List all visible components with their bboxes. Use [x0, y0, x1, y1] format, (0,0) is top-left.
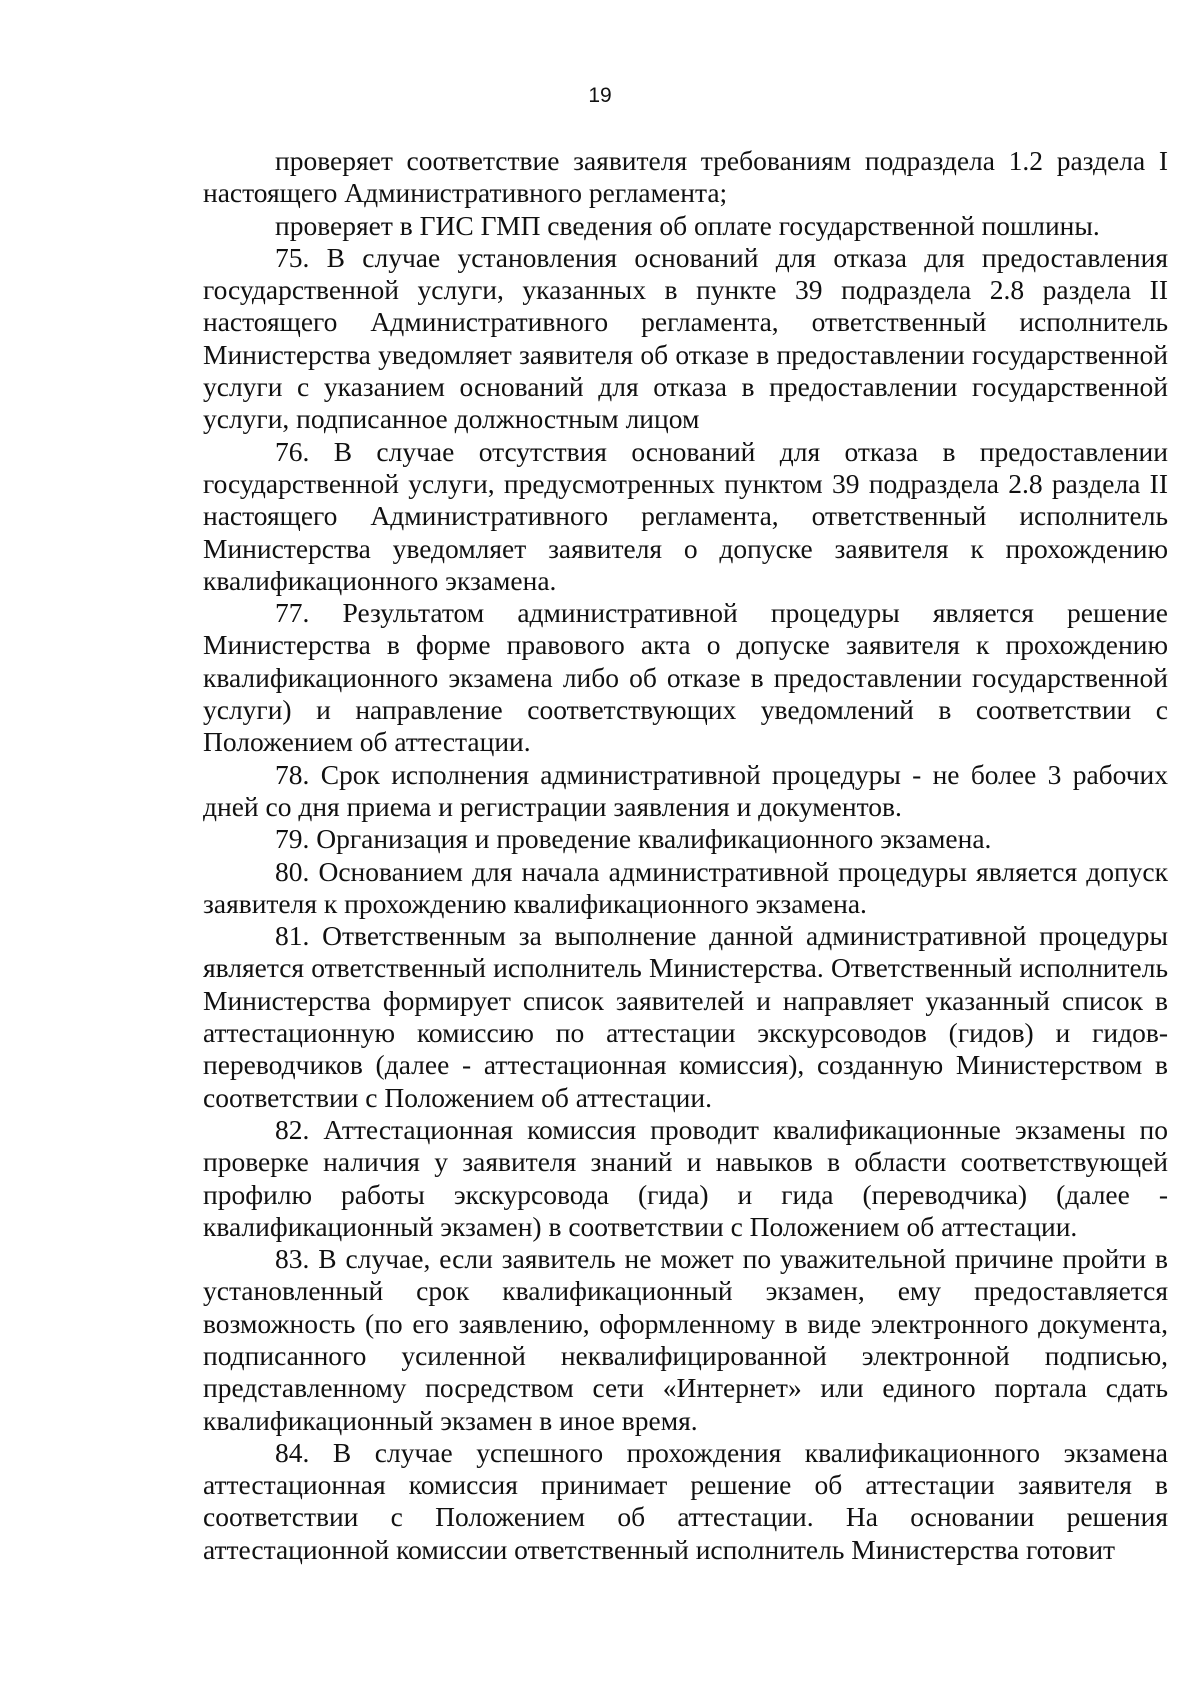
page-number: 19	[588, 84, 612, 107]
paragraph-76: 76. В случае отсутствия оснований для отказа в предоставлении государственной услуги, предусмотренных пунктом 39 подраздела 2.8 раздела II настоящего Административного регламента, ответственный исполнитель Министерства уведомляет заявителя о допуске заявителя к прохождению квалификационного экзамена.	[203, 435, 1168, 596]
paragraph-80: 80. Основанием для начала административной процедуры является допуск заявителя к прохождению квалификационного экзамена.	[203, 855, 1168, 919]
paragraph-77: 77. Результатом административной процедуры является решение Министерства в форме правового акта о допуске заявителя к прохождению квалификационного экзамена либо об отказе в предоставлении государственной услуги) и направление соответствующих уведомлений в соответствии с Положением об аттестации.	[203, 597, 1168, 758]
paragraph-check-fee: проверяет в ГИС ГМП сведения об оплате государственной пошлины.	[275, 209, 1100, 241]
paragraph-83: 83. В случае, если заявитель не может по уважительной причине пройти в установленный срок квалификационный экзамен, ему предоставляется возможность (по его заявлению, оформленному в виде электронного документа, подписанного усиленной неквалифицированной электронной подписью, представленному посредством сети «Интернет» или единого портала сдать квалификационный экзамен в иное время.	[203, 1243, 1168, 1436]
paragraph-78: 78. Срок исполнения административной процедуры - не более 3 рабочих дней со дня приема и регистрации заявления и документов.	[203, 758, 1168, 822]
paragraph-82: 82. Аттестационная комиссия проводит квалификационные экзамены по проверке наличия у заявителя знаний и навыков в области соответствующей профилю работы экскурсовода (гида) и гида (переводчика) (далее - квалификационный экзамен) в соответствии с Положением об аттестации.	[203, 1113, 1168, 1242]
paragraph-81: 81. Ответственным за выполнение данной административной процедуры является ответственный исполнитель Министерства. Ответственный исполнитель Министерства формирует список заявителей и направляет указанный список в аттестационную комиссию по аттестации экскурсоводов (гидов) и гидов-переводчиков (далее - аттестационная комиссия), созданную Министерством в соответствии с Положением об аттестации.	[203, 920, 1168, 1113]
paragraph-84: 84. В случае успешного прохождения квалификационного экзамена аттестационная комиссия принимает решение об аттестации заявителя в соответствии с Положением об аттестации. На основании решения аттестационной комиссии ответственный исполнитель Министерства готовит	[203, 1436, 1168, 1565]
paragraph-check-requirements: проверяет соответствие заявителя требованиям подраздела 1.2 раздела I настоящего Административного регламента;	[203, 145, 1168, 209]
document-body	[203, 145, 1168, 1566]
paragraph-79: 79. Организация и проведение квалификационного экзамена.	[275, 823, 992, 855]
paragraph-75: 75. В случае установления оснований для отказа для предоставления государственной услуги, указанных в пункте 39 подраздела 2.8 раздела II настоящего Административного регламента, ответственный исполнитель Министерства уведомляет заявителя об отказе в предоставлении государственной услуги с указанием оснований для отказа в предоставлении государственной услуги, подписанное должностным лицом	[203, 241, 1168, 435]
